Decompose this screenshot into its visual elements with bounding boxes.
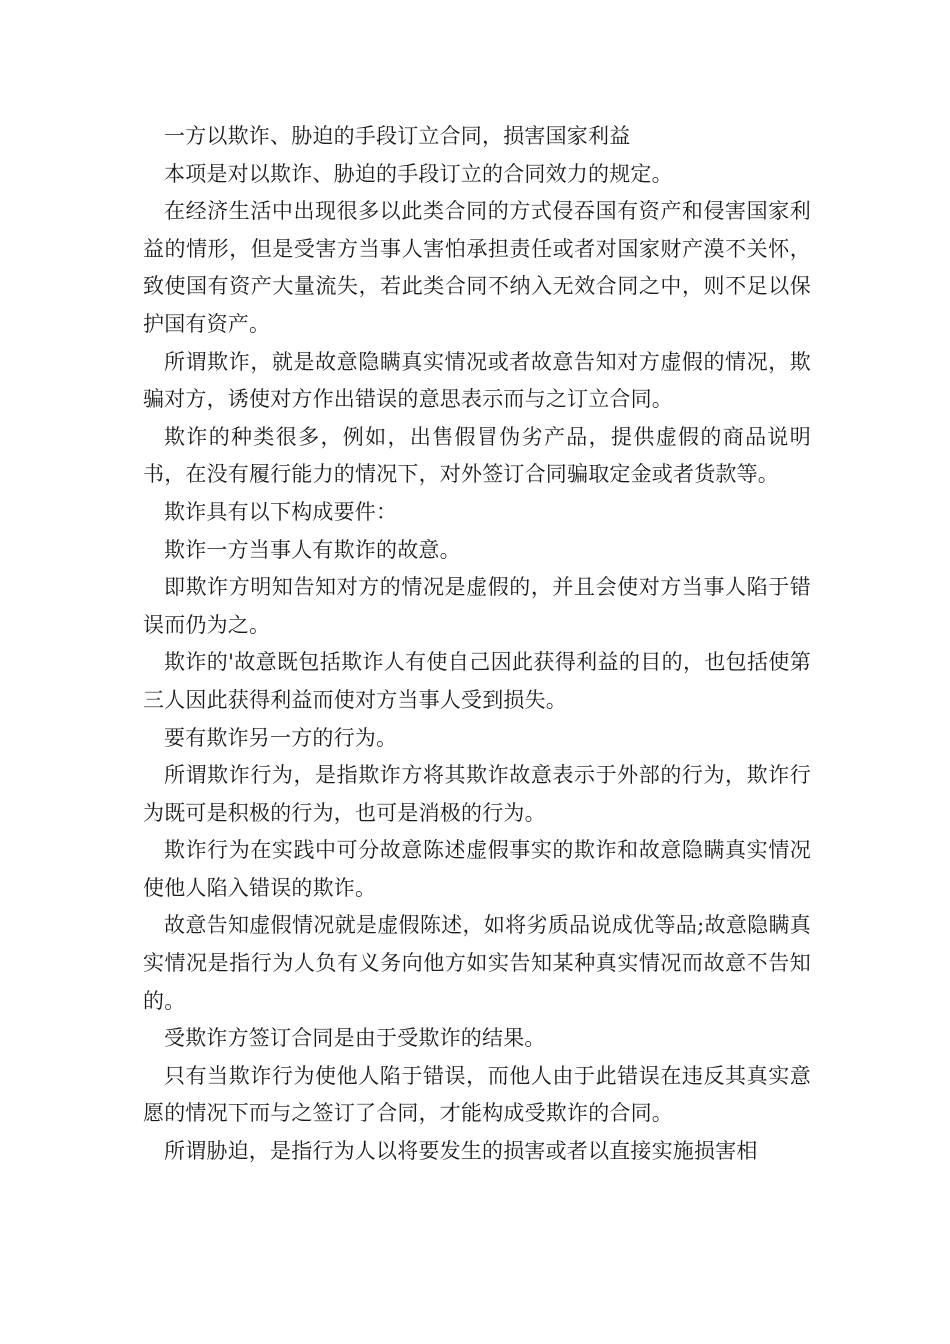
paragraph: 欺诈的种类很多，例如，出售假冒伪劣产品，提供虚假的商品说明书，在没有履行能力的情况下，对外签订合同骗取定金或者货款等。 (143, 424, 811, 487)
paragraph: 所谓欺诈，就是故意隐瞒真实情况或者故意告知对方虚假的情况，欺骗对方，诱使对方作出错误的意思表示而与之订立合同。 (143, 349, 811, 412)
paragraph: 要有欺诈另一方的行为。 (164, 725, 398, 750)
paragraph: 欺诈具有以下构成要件： (164, 499, 398, 524)
paragraph: 本项是对以欺诈、胁迫的手段订立的合同效力的规定。 (164, 161, 673, 186)
paragraph: 故意告知虚假情况就是虚假陈述，如将劣质品说成优等品;故意隐瞒真实情况是指行为人负有义务向他方如实告知某种真实情况而故意不告知的。 (143, 913, 811, 1013)
paragraph: 即欺诈方明知告知对方的情况是虚假的，并且会使对方当事人陷于错误而仍为之。 (143, 575, 811, 637)
paragraph: 只有当欺诈行为使他人陷于错误，而他人由于此错误在违反其真实意愿的情况下而与之签订了合同，才能构成受欺诈的合同。 (143, 1063, 811, 1126)
paragraph: 受欺诈方签订合同是由于受欺诈的结果。 (164, 1026, 546, 1051)
paragraph: 欺诈一方当事人有欺诈的故意。 (164, 537, 461, 562)
paragraph: 欺诈行为在实践中可分故意陈述虚假事实的欺诈和故意隐瞒真实情况使他人陷入错误的欺诈。 (143, 838, 811, 900)
paragraph: 一方以欺诈、胁迫的手段订立合同，损害国家利益 (164, 124, 631, 148)
paragraph: 所谓欺诈行为，是指欺诈方将其欺诈故意表示于外部的行为，欺诈行为既可是积极的行为，也可是消极的行为。 (143, 763, 811, 825)
paragraph: 欺诈的'故意既包括欺诈人有使自己因此获得利益的目的，也包括使第三人因此获得利益而使对方当事人受到损失。 (143, 650, 811, 712)
paragraph: 在经济生活中出现很多以此类合同的方式侵吞国有资产和侵害国家利益的情形，但是受害方当事人害怕承担责任或者对国家财产漠不关怀，致使国有资产大量流失，若此类合同不纳入无效合同之中，则不足以保护国有资产。 (143, 199, 811, 336)
paragraph: 所谓胁迫，是指行为人以将要发生的损害或者以直接实施损害相 (164, 1139, 758, 1164)
document-body (143, 118, 811, 1171)
